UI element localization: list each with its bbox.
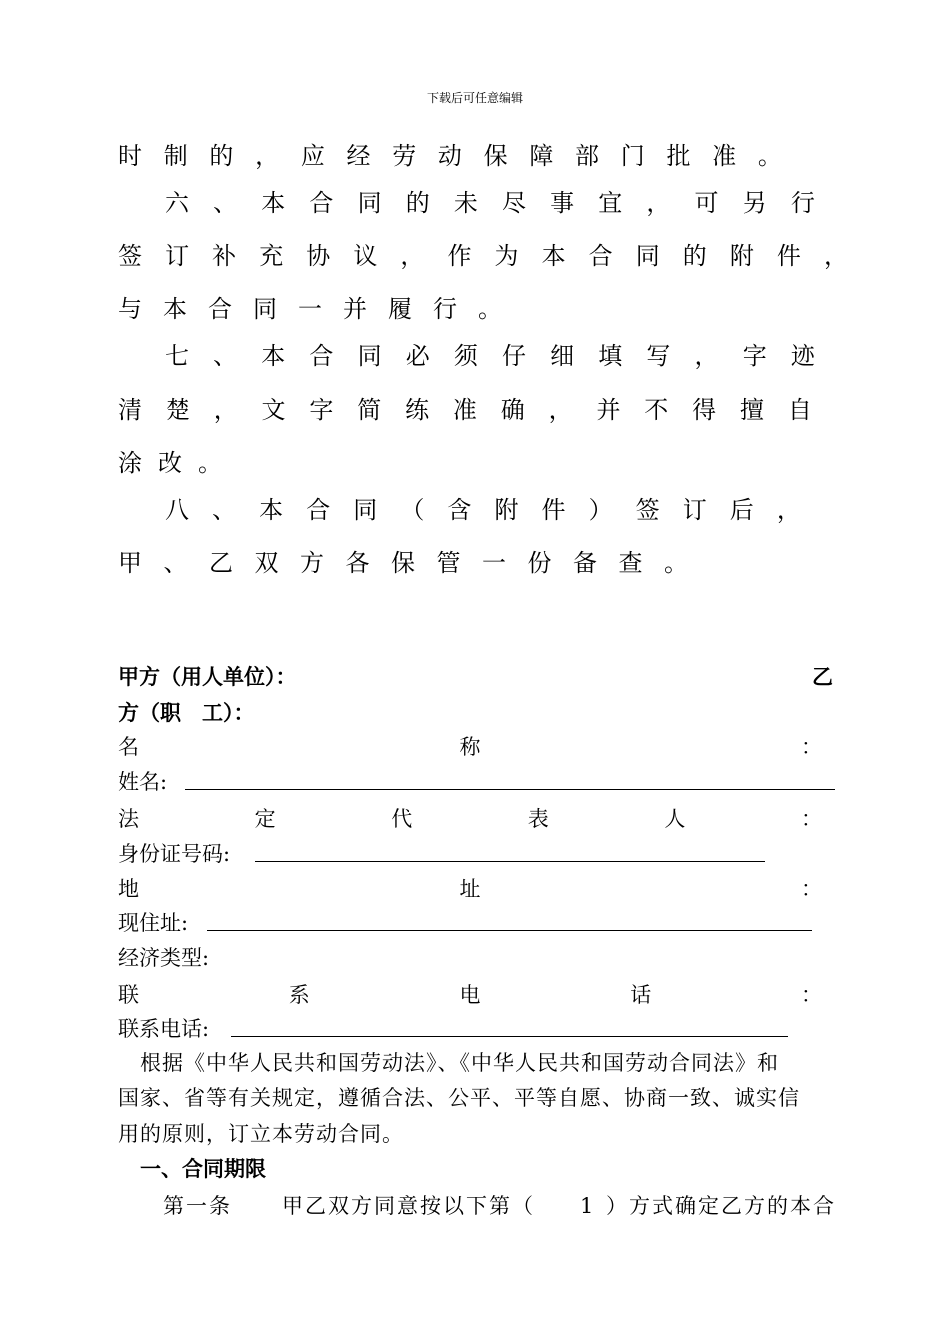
char: 。 bbox=[198, 448, 222, 477]
char: 同 bbox=[357, 341, 382, 370]
char: 订 bbox=[682, 495, 707, 524]
char: 管 bbox=[436, 548, 461, 577]
char: 准 bbox=[712, 141, 737, 170]
char: 同 bbox=[357, 188, 382, 217]
char: 、 bbox=[212, 495, 237, 524]
char: 楚 bbox=[165, 395, 190, 424]
char: 得 bbox=[692, 395, 717, 424]
section-title: 一、合同期限 bbox=[140, 1157, 266, 1181]
char: ， bbox=[400, 241, 425, 270]
party-a-label: 甲方（用人单位）： bbox=[118, 665, 297, 689]
char: 甲 bbox=[118, 548, 142, 577]
char: 、 bbox=[213, 188, 238, 217]
char: 协 bbox=[306, 241, 331, 270]
char: 份 bbox=[527, 548, 552, 577]
char: 宜 bbox=[598, 188, 623, 217]
char: 经 bbox=[346, 141, 371, 170]
article-1-label: 第一条 bbox=[163, 1194, 232, 1218]
char: 简 bbox=[357, 395, 382, 424]
phone-label: 联系电话: bbox=[118, 1017, 210, 1041]
char: 附 bbox=[494, 495, 519, 524]
char: 合 bbox=[306, 495, 331, 524]
company-phone-row bbox=[118, 976, 822, 1012]
char: 议 bbox=[353, 241, 378, 270]
char: 行 bbox=[790, 188, 815, 217]
char: 与 bbox=[118, 294, 142, 323]
char: 保 bbox=[391, 548, 415, 577]
label-char: 名 bbox=[118, 735, 139, 759]
char: 。 bbox=[478, 294, 502, 323]
char: 事 bbox=[550, 188, 575, 217]
char: 本 bbox=[541, 241, 566, 270]
char: 作 bbox=[447, 241, 472, 270]
text-line-6 bbox=[118, 387, 812, 427]
char: 并 bbox=[343, 294, 367, 323]
char: 改 bbox=[158, 448, 182, 477]
char: 件 bbox=[541, 495, 566, 524]
char: 时 bbox=[118, 141, 142, 170]
char: 一 bbox=[482, 548, 506, 577]
char: 双 bbox=[254, 548, 279, 577]
char: 一 bbox=[298, 294, 322, 323]
char: 写 bbox=[646, 341, 671, 370]
char: 自 bbox=[787, 395, 812, 424]
label-char: 话 bbox=[630, 983, 652, 1007]
label-char: 地 bbox=[118, 877, 139, 901]
char: ， bbox=[776, 495, 801, 524]
employee-name-field[interactable] bbox=[185, 789, 835, 790]
label-char: 址 bbox=[459, 877, 481, 901]
page-header: 下载后可任意编辑 bbox=[426, 91, 523, 105]
char: （ bbox=[400, 495, 425, 524]
label-char: 法 bbox=[118, 807, 139, 831]
label-char: 代 bbox=[391, 807, 413, 831]
label-char: ： bbox=[801, 877, 822, 901]
preamble-line-3: 用的原则，订立本劳动合同。 bbox=[118, 1122, 404, 1146]
employee-name-label: 姓名: bbox=[118, 770, 168, 794]
char: 并 bbox=[596, 395, 621, 424]
char: 六 bbox=[165, 188, 189, 217]
article-1-choice: 1 bbox=[580, 1194, 594, 1218]
char: 的 bbox=[209, 141, 234, 170]
char: 签 bbox=[118, 241, 142, 270]
text-line-2 bbox=[165, 180, 815, 220]
char: 备 bbox=[573, 548, 597, 577]
legal-representative-row bbox=[118, 800, 822, 836]
char: 的 bbox=[405, 188, 430, 217]
char: ） bbox=[588, 495, 613, 524]
char: 须 bbox=[453, 341, 478, 370]
preamble-line-2: 国家、省等有关规定，遵循合法、公平、平等自愿、协商一致、诚实信 bbox=[118, 1086, 800, 1110]
char: 细 bbox=[550, 341, 575, 370]
label-char: ： bbox=[800, 807, 822, 831]
label-char: 定 bbox=[254, 807, 276, 831]
char: ， bbox=[823, 241, 848, 270]
char: 制 bbox=[163, 141, 188, 170]
char: ， bbox=[255, 141, 280, 170]
char: 练 bbox=[405, 395, 430, 424]
char: 、 bbox=[213, 341, 238, 370]
char: 障 bbox=[529, 141, 554, 170]
char: 本 bbox=[261, 188, 286, 217]
char: 迹 bbox=[790, 341, 815, 370]
company-address-row bbox=[118, 870, 822, 906]
char: 同 bbox=[253, 294, 277, 323]
char: 仔 bbox=[501, 341, 526, 370]
char: 乙 bbox=[209, 548, 233, 577]
party-b-prefix: 乙 bbox=[812, 665, 833, 689]
char: 必 bbox=[405, 341, 430, 370]
char: 可 bbox=[694, 188, 719, 217]
company-name-row bbox=[118, 728, 822, 764]
char: 为 bbox=[494, 241, 519, 270]
char: 字 bbox=[742, 341, 767, 370]
id-number-label: 身份证号码: bbox=[118, 842, 231, 866]
label-char: 称 bbox=[459, 735, 481, 759]
label-char: 系 bbox=[288, 983, 310, 1007]
char: 合 bbox=[309, 341, 334, 370]
char: 同 bbox=[635, 241, 660, 270]
text-line-8 bbox=[165, 487, 801, 527]
char: 部 bbox=[575, 141, 600, 170]
char: 本 bbox=[261, 341, 286, 370]
residence-field[interactable] bbox=[207, 930, 812, 931]
char: 劳 bbox=[392, 141, 417, 170]
char: 保 bbox=[483, 141, 508, 170]
article-1-tail: ）方式确定乙方的本合 bbox=[606, 1194, 836, 1218]
text-line-7 bbox=[118, 440, 222, 480]
char: ， bbox=[646, 188, 671, 217]
char: 附 bbox=[729, 241, 754, 270]
char: 补 bbox=[212, 241, 237, 270]
char: 查 bbox=[618, 548, 643, 577]
char: 方 bbox=[300, 548, 324, 577]
char: 尽 bbox=[501, 188, 526, 217]
char: 擅 bbox=[739, 395, 764, 424]
char: 应 bbox=[300, 141, 325, 170]
char: 含 bbox=[447, 495, 472, 524]
char: 订 bbox=[165, 241, 190, 270]
party-b-label: 方（职 工）： bbox=[118, 701, 255, 725]
char: 涂 bbox=[118, 448, 142, 477]
char: 同 bbox=[353, 495, 378, 524]
char: ， bbox=[213, 395, 238, 424]
char: 准 bbox=[452, 395, 477, 424]
text-line-9 bbox=[118, 540, 688, 580]
char: 八 bbox=[165, 495, 189, 524]
char: 各 bbox=[345, 548, 370, 577]
preamble-line-1: 根据《中华人民共和国劳动法》、《中华人民共和国劳动合同法》和 bbox=[140, 1051, 779, 1075]
char: 动 bbox=[437, 141, 462, 170]
char: 合 bbox=[588, 241, 613, 270]
residence-label: 现住址: bbox=[118, 911, 189, 935]
article-1-text: 甲乙双方同意按以下第（ bbox=[282, 1194, 535, 1218]
char: 件 bbox=[776, 241, 801, 270]
label-char: 联 bbox=[118, 983, 139, 1007]
char: 本 bbox=[163, 294, 187, 323]
char: ， bbox=[548, 395, 573, 424]
char: 本 bbox=[259, 495, 284, 524]
char: 门 bbox=[620, 141, 645, 170]
char: 不 bbox=[644, 395, 669, 424]
char: 。 bbox=[757, 141, 782, 170]
phone-field[interactable] bbox=[231, 1036, 788, 1037]
label-char: 人 bbox=[664, 807, 686, 831]
char: 七 bbox=[165, 341, 189, 370]
char: 、 bbox=[163, 548, 188, 577]
char: 合 bbox=[309, 188, 334, 217]
char: 行 bbox=[433, 294, 457, 323]
char: 充 bbox=[259, 241, 284, 270]
char: 。 bbox=[664, 548, 688, 577]
char: 文 bbox=[261, 395, 286, 424]
economic-type-label: 经济类型: bbox=[118, 946, 210, 970]
label-char: ： bbox=[801, 983, 822, 1007]
char: ， bbox=[694, 341, 719, 370]
char: 签 bbox=[635, 495, 660, 524]
char: 确 bbox=[500, 395, 525, 424]
id-number-field[interactable] bbox=[255, 861, 765, 862]
char: 字 bbox=[309, 395, 334, 424]
text-line-3 bbox=[118, 233, 848, 273]
char: 清 bbox=[118, 395, 142, 424]
text-line-4 bbox=[118, 286, 502, 326]
label-char: ： bbox=[801, 735, 822, 759]
char: 填 bbox=[598, 341, 623, 370]
text-line-5 bbox=[165, 333, 815, 373]
char: 另 bbox=[742, 188, 767, 217]
char: 后 bbox=[729, 495, 754, 524]
text-line-1 bbox=[118, 133, 782, 173]
char: 履 bbox=[388, 294, 412, 323]
char: 的 bbox=[682, 241, 707, 270]
label-char: 电 bbox=[459, 983, 481, 1007]
char: 未 bbox=[453, 188, 478, 217]
label-char: 表 bbox=[527, 807, 549, 831]
char: 合 bbox=[208, 294, 232, 323]
char: 批 bbox=[666, 141, 691, 170]
